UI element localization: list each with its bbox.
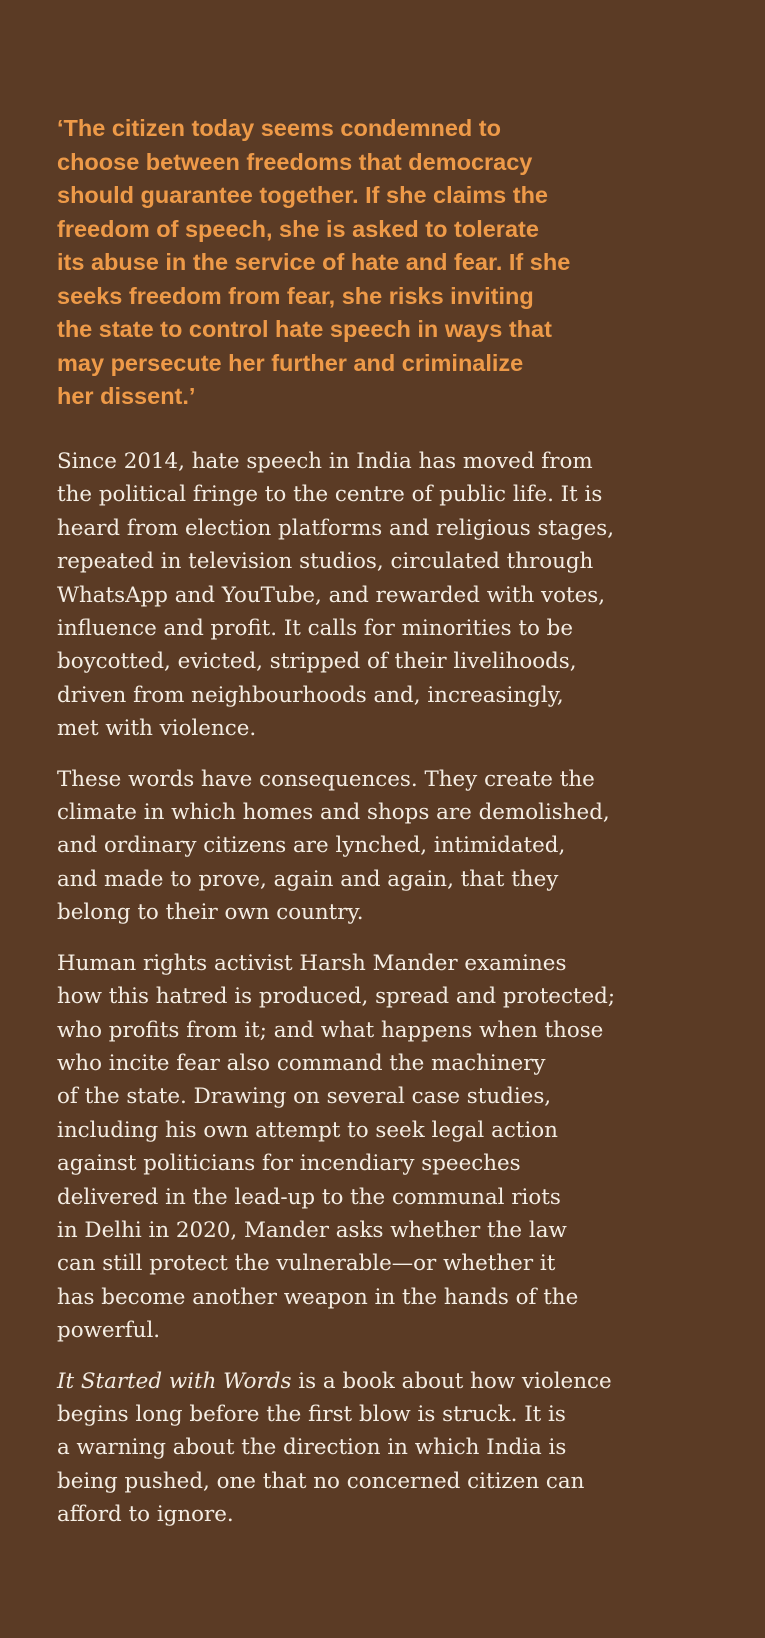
text-line: who incite fear also command the machinery [57,1050,546,1076]
pull-quote [57,112,697,414]
text-line: including his own attempt to seek legal action [57,1117,558,1143]
text-line: driven from neighbourhoods and, increasingly, [57,682,564,708]
paragraph-author [57,947,737,1348]
text-line: climate in which homes and shops are demolished, [57,800,610,826]
text-line-rest: is a book about how violence [291,1368,612,1394]
text-line: the political fringe to the centre of public life. It is [57,482,603,508]
text-line: has become another weapon in the hands of the [57,1284,579,1310]
text-line: of the state. Drawing on several case studies, [57,1084,552,1110]
text-line: powerful. [57,1318,161,1344]
quote-line: seeks freedom from fear, she risks inviting [57,282,534,309]
quote-line: the state to control hate speech in ways that [57,316,552,342]
text-line: being pushed, one that no concerned citizen can [57,1468,585,1494]
text-line: heard from election platforms and religious stages, [57,515,615,541]
text-line: in Delhi in 2020, Mander asks whether the law [57,1217,567,1243]
text-line: a warning about the direction in which India is [57,1435,567,1461]
text-line: These words have consequences. They create the [57,766,595,792]
text-line: who profits from it; and what happens when those [57,1017,604,1043]
book-title: It Started with Words [57,1368,292,1394]
text-line: against politicians for incendiary speeches [57,1151,521,1177]
text-line: and ordinary citizens are lynched, intimidated, [57,833,566,859]
text-line: WhatsApp and YouTube, and rewarded with votes, [57,582,606,608]
paragraph-intro [57,445,737,746]
quote-line: her dissent.’ [57,383,196,409]
quote-line: may persecute her further and criminalize [57,349,524,376]
quote-line: ‘The citizen today seems condemned to [57,115,501,141]
text-line: Human rights activist Harsh Mander examines [57,950,567,976]
text-line: afford to ignore. [57,1502,234,1528]
text-line: repeated in television studios, circulated through [57,549,594,575]
text-line: influence and profit. It calls for minorities to be [57,616,574,642]
quote-line: choose between freedoms that democracy [57,148,533,175]
text-line: met with violence. [57,716,257,742]
paragraph-consequences [57,763,737,930]
text-line: how this hatred is produced, spread and protected; [57,984,616,1010]
text-line: and made to prove, again and again, that they [57,866,559,892]
blurb-body [57,445,737,1549]
text-line: can still protect the vulnerable—or whether it [57,1251,556,1277]
quote-line: freedom of speech, she is asked to tolerate [57,215,539,242]
text-line [57,1365,737,1398]
quote-line: its abuse in the service of hate and fear. If she [57,249,571,275]
text-line: Since 2014, hate speech in India has moved from [57,449,593,474]
quote-line: should guarantee together. If she claims the [57,182,548,208]
paragraph-book [57,1365,737,1532]
text-line: boycotted, evicted, stripped of their livelihoods, [57,649,577,675]
text-line: delivered in the lead-up to the communal riots [57,1184,561,1210]
text-line: belong to their own country. [57,900,364,926]
text-line: begins long before the first blow is struck. It is [57,1401,566,1427]
